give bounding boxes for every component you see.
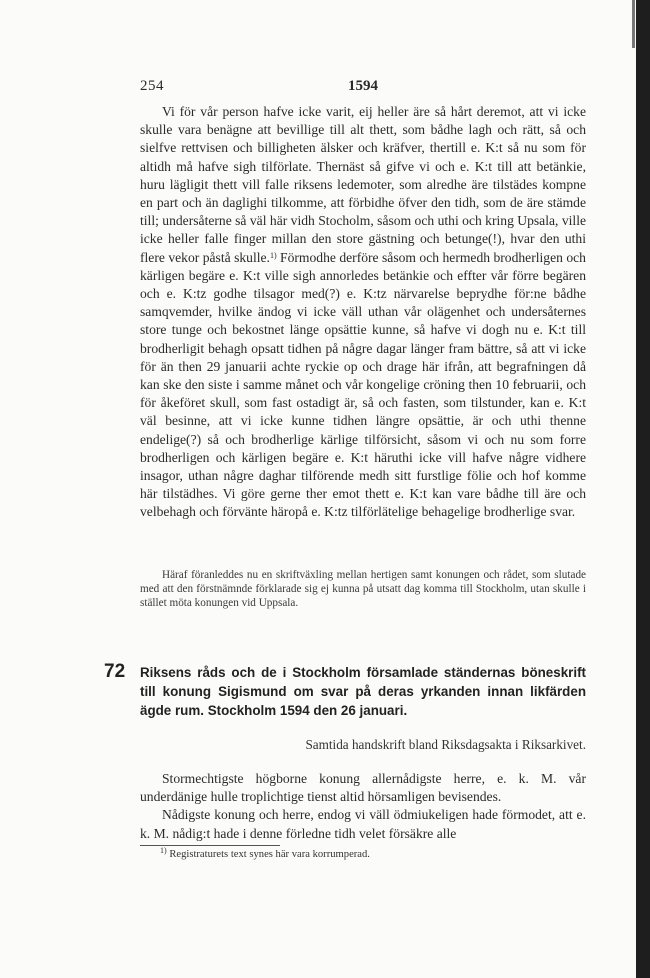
editorial-note-text: Häraf föranleddes nu en skriftväxling mellan hertigen samt konungen och rådet, som slutade med att den förstnämnde förklarade sig ej kunna på utsatt dag komma till Stockholm, utan skulle i stället möta konungen vid Uppsala. [140,569,586,609]
document-heading: Riksens råds och de i Stockholm församlade ständernas böneskrift till konung Sigismund om svar på deras yrkanden innan likfärden ägde rum. Stockholm 1594 den 26 januari. [140,665,586,718]
document-body [140,770,586,843]
document-number: 72 [104,661,126,682]
document-paragraph-2: Nådigste konung och herre, endog vi väll ödmiukeligen hade förmodet, att e. k. M. nådig:t hade i denne förledne tidh velet försäkre alle [140,807,586,841]
document-paragraph-1: Stormechtigste högborne konung allernådigste herre, e. k. M. vår underdänige hulle troplichtige tienst altid hörsamligen bevisendes. [140,771,586,805]
editorial-note [140,569,586,610]
body-paragraph [140,103,586,522]
footnote [160,846,580,860]
footnote-text: Registraturets text synes här vara korrumperad. [169,849,370,860]
scan-dark-edge [636,0,650,978]
letter-body [140,103,586,522]
footnote-marker: 1) [160,846,167,855]
page-header [140,78,586,98]
scan-edge-mark [632,0,635,48]
document-source: Samtida handskrift bland Riksdagsakta i Riksarkivet. [305,737,586,752]
body-paragraph-part-1: Vi för vår person hafve icke varit, eij heller äre så hårt deremot, att vi icke skulle vara benägne att bevillige till alt thett, som bådhe lagh och rätt, så och sielfve rettvisen och billigheten älsker och kräfver, thertill e. K:t så nu som för altidh må hafve sigh tilförlate. Thernäst så gifve vi och e. K:t till att betänkie, huru lägligit thett vill falle riksens ledemoter, som alredhe äre tilstädes kompne en part och än daglighi tilkomme, att förbidhe öfver den tidh, som de äre stämde till; undersåterne så väl här vidh Stocholm, såsom och uthi och kring Upsala, ville icke heller falle finger millan den store gästning och betunge(!), hvar den uthi flere vekor påstå skulle. [140,104,586,265]
running-year: 1594 [348,78,378,94]
body-paragraph-part-2: Förmodhe derföre såsom och hermedh brodherligen och kärligen begäre e. K:t ville sigh annorledes betänkie och effter vår förre begären och e. K:tz godhe tilsagor med(?) e. K:tz närvarelse beprydhe för:ne bådhe samqvemder, hvilke ändog vi icke väll uthan vår olägenhet och undersåternes store tunge och bekostnet länge opsättie kunne, så hafve vi dogh nu e. K:t till brodherligit behagh opsatt tidhen på någre dagar länger fram bättre, så att vi icke för än then 29 januarii achte ryckie op och drage här ifrån, att begrafningen då kan ske den siste i samme månet och vår kongelige cröning then 10 februarii, och för åkeföret skull, som fast ostadigt är, så och fasten, som tilstunder, kan e. K:t väl besinne, att vi icke kunne tidhen längre opsättie, är och uthi thenne endelige(?) så och brodherlige kärlige tilförsicht, såsom vi och nu som forre brodherligen och kärligen begäre e. K:t häruthi icke vill hafve någre vidhere insagor, uthan någre daghar tilförende medh sitt furstlige fölie och hof komme här tilstädhes. Vi göre gerne ther emot thett e. K:t kan vare bådhe till äre och velbehagh och förvänte häropå e. K:tz tilförlätelige behagelige brodherlige svar. [140,249,586,520]
footnote-reference: 1) [269,250,277,260]
page-number: 254 [140,78,164,94]
